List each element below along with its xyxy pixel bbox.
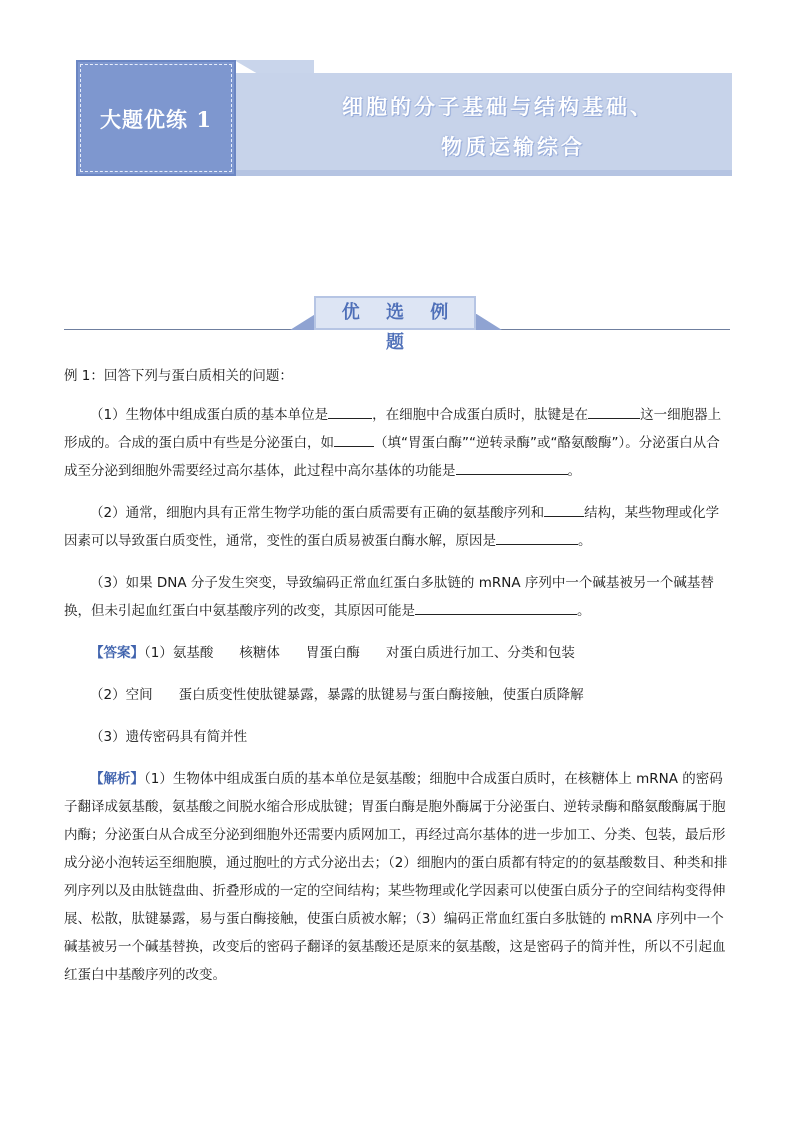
answer-line-1	[64, 639, 730, 667]
question-part-1-text-d: （填“胃蛋白酶”“逆转录酶”或“酪氨酸酶”）。分泌蛋白从合成至分泌到细胞外需要经过高尔基体，此过程中高尔基体的功能是	[64, 435, 720, 479]
answer-blank	[496, 530, 578, 545]
question-part-1-text-e: 。	[567, 463, 581, 479]
question-part-3-text-a: （3）如果 DNA 分子发生突变，导致编码正常血红蛋白多肽链的 mRNA 序列中一个碱基被另一个碱基替换，但未引起血红蛋白中氨基酸序列的改变，其原因可能是	[64, 575, 714, 619]
banner-label: 大题优练 1	[100, 107, 212, 132]
question-title: 例 1：回答下列与蛋白质相关的问题：	[64, 368, 293, 384]
answer-1-number: （1）	[144, 645, 173, 661]
document-body	[64, 362, 730, 989]
question-part-3-text-b: 。	[577, 603, 591, 619]
answer-1-c: 胃蛋白酶	[305, 645, 360, 661]
answer-1-d: 对蛋白质进行加工、分类和包装	[385, 645, 575, 661]
banner-fold-decoration	[234, 60, 314, 74]
answer-tag: 【答案】	[90, 645, 144, 661]
answer-line-2	[64, 681, 730, 709]
answer-blank	[334, 432, 374, 447]
answer-blank	[415, 600, 577, 615]
section-heading: 优 选 例 题	[341, 302, 459, 353]
question-part-1-text-c: 这一细胞器上形成的。合成的蛋白质中有些是分泌蛋白，如	[64, 407, 722, 451]
answer-blank	[544, 502, 584, 517]
question-part-1-text-a: （1）生物体中组成蛋白质的基本单位是	[90, 407, 329, 423]
answer-blank	[588, 404, 640, 419]
question-part-3	[64, 569, 730, 625]
answer-line-3: （3）遗传密码具有简并性	[90, 729, 248, 745]
answer-2-b: 蛋白质变性使肽键暴露，暴露的肽键易与蛋白酶接触，使蛋白质降解	[178, 687, 584, 703]
answer-2-number: （2）	[90, 687, 126, 703]
header-banner	[76, 60, 732, 176]
answer-1-a: 氨基酸	[172, 645, 214, 661]
explanation-tag: 【解析】	[90, 771, 144, 787]
page-title-line1: 细胞的分子基础与结构基础、	[342, 94, 654, 119]
section-heading-badge	[314, 296, 476, 353]
explanation-text: （1）生物体中组成蛋白质的基本单位是氨基酸；细胞中合成蛋白质时，在核糖体上 mRNA 的密码子翻译成氨基酸，氨基酸之间脱水缩合形成肽键；胃蛋白酶是胞外酶属于分泌蛋白、逆转录酶和酪氨酸酶属于胞内酶；分泌蛋白从合成至分泌到细胞外还需要内质网加工，再经过高尔基体的进一步加工、分类、包装，最后形成分泌小泡转运至细胞膜，通过胞吐的方式分泌出去；（2）细胞内的蛋白质都有特定的的氨基酸数目、种类和排列序列以及由肽链盘曲、折叠形成的一定的空间结构；某些物理或化学因素可以使蛋白质分子的空间结构变得伸展、松散，肽键暴露，易与蛋白酶接触，使蛋白质被水解；（3）编码正常血红蛋白多肽链的 mRNA 序列中一个碱基被另一个碱基替换，改变后的密码子翻译的氨基酸还是原来的氨基酸，这是密码子的简并性，所以不引起血红蛋白中基酸序列的改变。	[64, 771, 728, 983]
page-title-line2: 物质运输综合	[441, 134, 585, 159]
question-part-1-text-b: ，在细胞中合成蛋白质时，肽键是在	[372, 407, 589, 423]
answer-blank	[328, 404, 372, 419]
explanation	[64, 765, 730, 989]
question-part-2	[64, 499, 730, 555]
answer-1-b: 核糖体	[239, 645, 280, 661]
question-part-2-text-c: 。	[578, 533, 592, 549]
answer-blank	[456, 460, 568, 475]
question-part-2-text-a: （2）通常，细胞内具有正常生物学功能的蛋白质需要有正确的氨基酸序列和	[90, 505, 545, 521]
question-part-1	[64, 401, 730, 485]
answer-2-a: 空间	[125, 687, 153, 703]
banner-label-box	[76, 60, 236, 176]
question-part-2-text-b: 结构，某些物理或化学因素可以导致蛋白质变性，通常，变性的蛋白质易被蛋白酶水解，原因是	[64, 505, 720, 549]
